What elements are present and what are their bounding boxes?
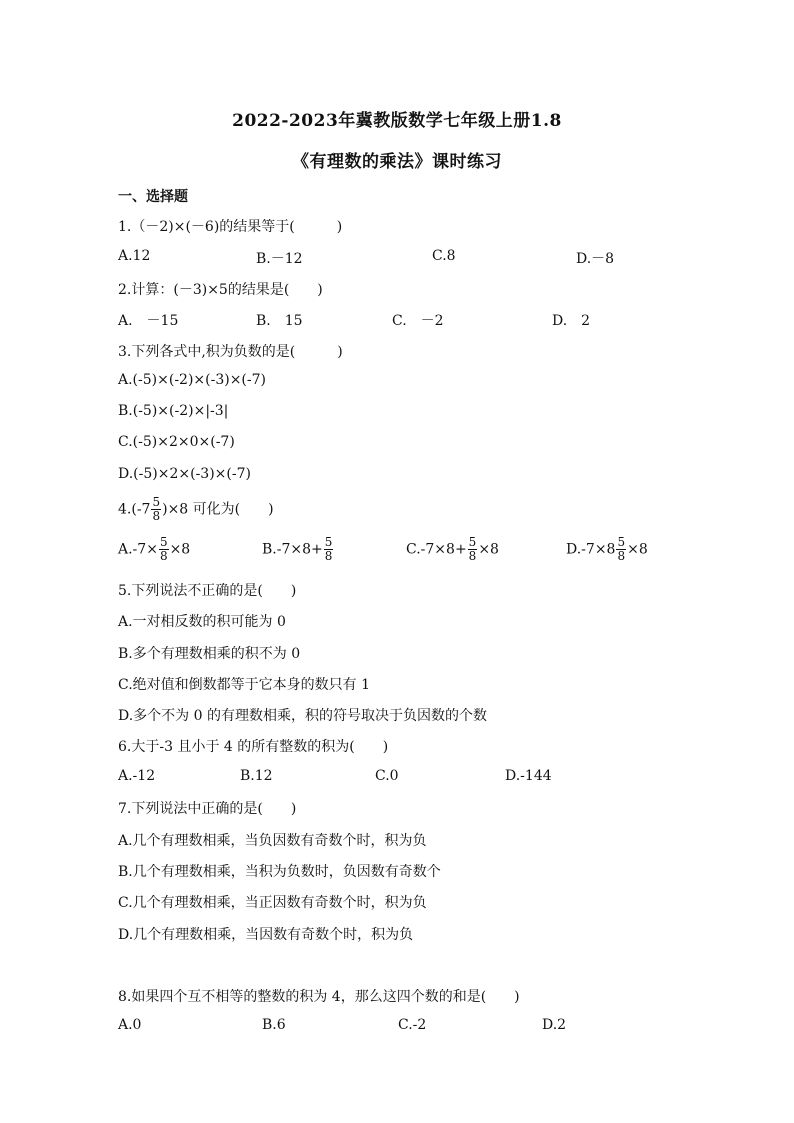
fraction-numerator: 5 bbox=[617, 535, 626, 549]
q7-option-c: C.几个有理数相乘，当正因数有奇数个时，积为负 bbox=[118, 895, 427, 911]
q4-option-d bbox=[566, 536, 648, 563]
q7-option-b: B.几个有理数相乘，当积为负数时，负因数有奇数个 bbox=[118, 864, 441, 880]
q1-option-d: D.－8 bbox=[576, 251, 615, 267]
question-6: 6.大于-3 且小于 4 的所有整数的积为( ) bbox=[118, 739, 389, 755]
q1-option-a: A.12 bbox=[118, 248, 151, 264]
q3-option-c: C.(-5)×2×0×(-7) bbox=[118, 434, 235, 450]
question-6-options bbox=[0, 768, 794, 790]
fraction bbox=[616, 536, 626, 563]
q4-c-suffix: ×8 bbox=[478, 541, 499, 558]
question-2-options bbox=[0, 310, 794, 332]
q5-option-c: C.绝对值和倒数都等于它本身的数只有 1 bbox=[118, 677, 371, 693]
q4-suffix: )×8 可化为( ) bbox=[162, 501, 274, 518]
question-1: 1.（－2)×(－6)的结果等于( ) bbox=[118, 219, 343, 235]
q2-option-b: B. 15 bbox=[256, 313, 303, 329]
fraction-numerator: 5 bbox=[159, 535, 168, 549]
q4-b-prefix: B.-7×8+ bbox=[262, 541, 323, 558]
fraction-numerator: 5 bbox=[152, 495, 161, 509]
q1-option-c: C.8 bbox=[432, 248, 456, 264]
q1-option-b: B.－12 bbox=[256, 251, 303, 267]
q2-option-a: A. －15 bbox=[118, 313, 179, 329]
q6-option-d: D.-144 bbox=[505, 768, 552, 784]
fraction bbox=[468, 536, 478, 563]
q4-a-prefix: A.-7× bbox=[118, 541, 158, 558]
title-line-2: 《有理数的乘法》课时练习 bbox=[292, 152, 502, 172]
q4-d-suffix: ×8 bbox=[627, 541, 648, 558]
question-4 bbox=[118, 496, 274, 523]
q7-option-d: D.几个有理数相乘，当因数有奇数个时，积为负 bbox=[118, 927, 414, 943]
q5-option-a: A.一对相反数的积可能为 0 bbox=[118, 614, 286, 630]
q3-option-a: A.(-5)×(-2)×(-3)×(-7) bbox=[118, 372, 266, 388]
fraction bbox=[159, 536, 169, 563]
q4-option-b bbox=[262, 536, 334, 563]
q7-option-a: A.几个有理数相乘，当负因数有奇数个时，积为负 bbox=[118, 833, 427, 849]
fraction-denominator: 8 bbox=[468, 549, 477, 563]
fraction-denominator: 8 bbox=[152, 509, 161, 523]
question-8-options bbox=[0, 1017, 794, 1039]
q5-option-d: D.多个不为 0 的有理数相乘，积的符号取决于负因数的个数 bbox=[118, 708, 487, 724]
question-1-options bbox=[0, 248, 794, 270]
q4-d-prefix: D.-7×8 bbox=[566, 541, 616, 558]
section-heading: 一、选择题 bbox=[118, 189, 188, 205]
question-5: 5.下列说法不正确的是( ) bbox=[118, 583, 297, 599]
q8-option-b: B.6 bbox=[262, 1017, 286, 1033]
fraction-numerator: 5 bbox=[324, 535, 333, 549]
fraction-denominator: 8 bbox=[617, 549, 626, 563]
question-4-options bbox=[0, 536, 794, 566]
q4-c-prefix: C.-7×8+ bbox=[406, 541, 467, 558]
q6-option-b: B.12 bbox=[240, 768, 273, 784]
question-3: 3.下列各式中,积为负数的是( ) bbox=[118, 344, 343, 360]
q4-prefix: 4.(-7 bbox=[118, 501, 151, 518]
q2-option-c: C. －2 bbox=[392, 313, 444, 329]
q4-option-c bbox=[406, 536, 499, 563]
q3-option-b: B.(-5)×(-2)×|-3| bbox=[118, 403, 229, 419]
q2-option-d: D. 2 bbox=[552, 313, 591, 329]
q8-option-d: D.2 bbox=[542, 1017, 567, 1033]
title-line-1: 2022-2023年冀教版数学七年级上册1.8 bbox=[232, 111, 562, 131]
question-2: 2.计算：(－3)×5的结果是( ) bbox=[118, 282, 323, 298]
q4-a-suffix: ×8 bbox=[169, 541, 191, 558]
q3-option-d: D.(-5)×2×(-3)×(-7) bbox=[118, 466, 251, 482]
q6-option-a: A.-12 bbox=[118, 768, 156, 784]
fraction-denominator: 8 bbox=[324, 549, 333, 563]
q8-option-c: C.-2 bbox=[398, 1017, 427, 1033]
q4-option-a bbox=[118, 536, 190, 563]
question-8: 8.如果四个互不相等的整数的积为 4，那么这四个数的和是( ) bbox=[118, 989, 520, 1005]
q8-option-a: A.0 bbox=[118, 1017, 142, 1033]
q6-option-c: C.0 bbox=[375, 768, 399, 784]
fraction bbox=[324, 536, 334, 563]
fraction-denominator: 8 bbox=[159, 549, 168, 563]
question-7: 7.下列说法中正确的是( ) bbox=[118, 801, 297, 817]
fraction bbox=[151, 496, 161, 523]
q5-option-b: B.多个有理数相乘的积不为 0 bbox=[118, 646, 301, 662]
fraction-numerator: 5 bbox=[468, 535, 477, 549]
